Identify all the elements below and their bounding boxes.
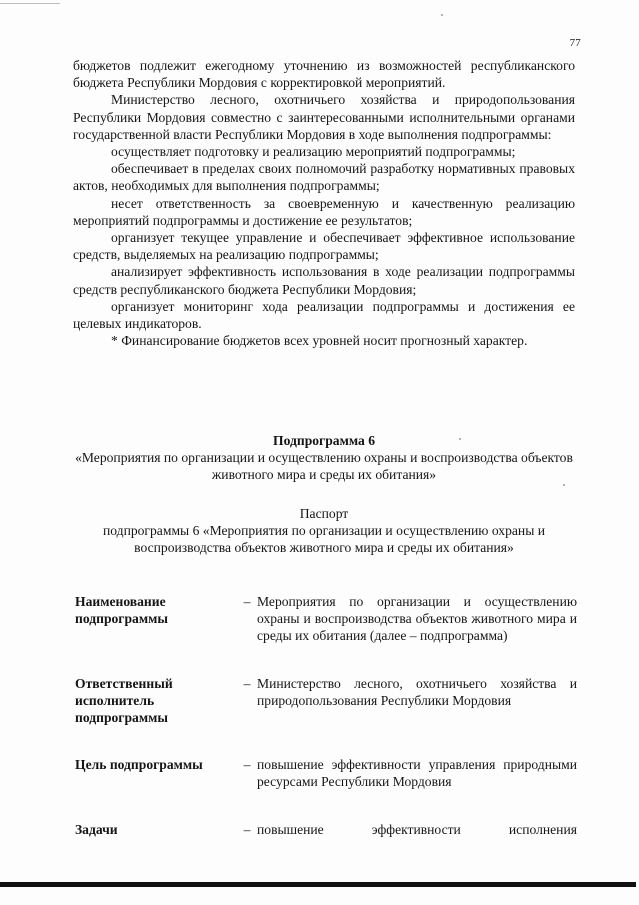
passport-label: Цель подпрограммы	[75, 757, 203, 773]
passport-dash: –	[243, 675, 251, 691]
paragraph: несет ответственность за своевременную и качественную реализацию мероприятий подпрограммы и достижение ее результатов;	[73, 195, 575, 228]
passport-subtitle: подпрограммы 6 «Мероприятия по организации и осуществлению охраны и воспроизводства объектов животного мира и среды их обитания»	[102, 523, 546, 556]
passport-label: Наименование подпрограммы	[75, 594, 168, 627]
paragraph: организует текущее управление и обеспечивает эффективное использование средств, выделяемых на реализацию подпрограммы;	[73, 230, 575, 263]
passport-title: Паспорт	[299, 506, 349, 521]
scan-artifact-bar	[0, 882, 636, 887]
scan-artifact-line	[0, 3, 60, 4]
paragraph: анализирует эффективность использования в ходе реализации подпрограммы средств республиканского бюджета Республики Мордовия;	[73, 264, 575, 297]
passport-dash: –	[243, 594, 251, 609]
paragraph: обеспечивает в пределах своих полномочий разработку нормативных правовых актов, необходимых для выполнения подпрограммы;	[73, 161, 575, 194]
subprogram-title: Подпрограмма 6	[273, 433, 375, 448]
passport-row-executor	[75, 675, 577, 727]
passport-label: Ответственный исполнитель подпрограммы	[75, 675, 173, 726]
passport-value: повышение эффективности исполнения	[257, 821, 577, 837]
paragraph: бюджетов подлежит ежегодному уточнению из возможностей республиканского бюджета Республики Мордовия с корректировкой мероприятий.	[73, 58, 575, 91]
passport-heading	[73, 505, 575, 557]
passport-value: Министерство лесного, охотничьего хозяйства и природопользования Республики Мордовия	[257, 675, 577, 708]
scan-artifact-dot	[441, 14, 443, 16]
passport-label: Задачи	[75, 821, 118, 837]
page-number: 77	[569, 37, 581, 49]
body-text	[73, 57, 575, 349]
passport-row-tasks	[75, 821, 577, 838]
paragraph: Министерство лесного, охотничьего хозяйства и природопользования Республики Мордовия совместно с заинтересованными исполнительными органами государственной власти Республики Мордовия в ходе выполнения подпрограммы:	[73, 92, 575, 142]
passport-dash: –	[243, 757, 251, 773]
passport-dash: –	[243, 821, 251, 837]
passport-row-goal	[75, 756, 577, 790]
paragraph: организует мониторинг хода реализации подпрограммы и достижения ее целевых индикаторов.	[73, 298, 575, 332]
passport-value: повышение эффективности управления природными ресурсами Республики Мордовия	[257, 757, 577, 790]
subprogram-name: «Мероприятия по организации и осуществлению охраны и воспроизводства объектов животного мира и среды их обитания»	[75, 450, 573, 483]
subprogram-heading	[73, 432, 575, 484]
passport-table	[75, 593, 577, 868]
footnote-paragraph: * Финансирование бюджетов всех уровней носит прогнозный характер.	[111, 333, 528, 349]
paragraph: осуществляет подготовку и реализацию мероприятий подпрограммы;	[111, 144, 516, 160]
passport-value: Мероприятия по организации и осуществлению охраны и воспроизводства объектов животного мира и среды их обитания (далее – подпрограмма)	[257, 594, 577, 644]
passport-row-name	[75, 593, 577, 645]
scan-artifact-dot	[563, 484, 565, 486]
